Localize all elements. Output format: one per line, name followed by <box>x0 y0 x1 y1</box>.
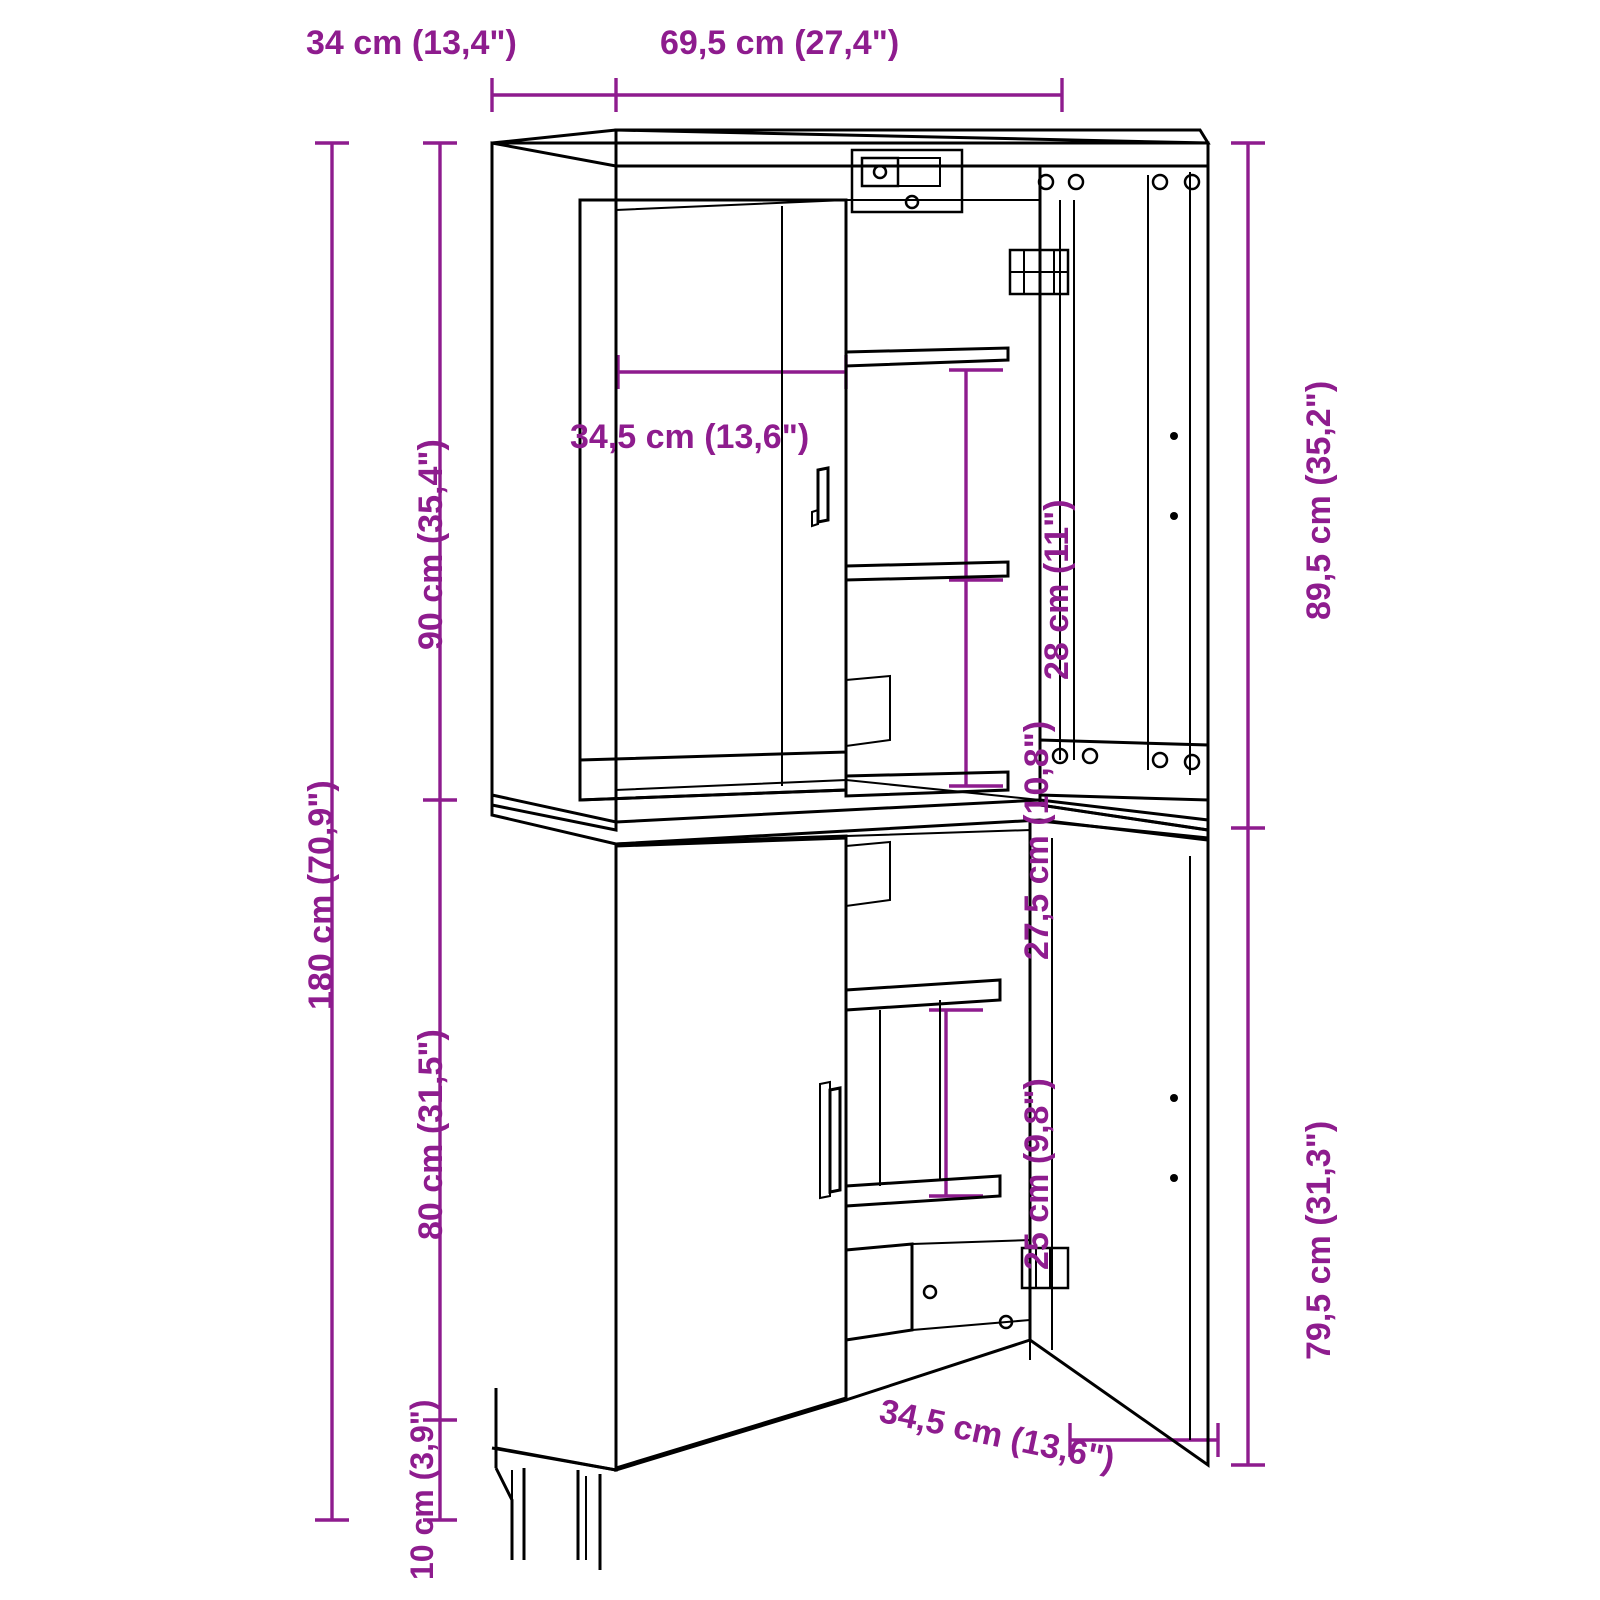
label-width-top: 69,5 cm (27,4") <box>660 24 900 62</box>
label-shelf-width: 34,5 cm (13,6") <box>570 418 810 456</box>
legs <box>496 1388 616 1570</box>
label-compartment-28: 28 cm (11") <box>1038 499 1076 680</box>
label-depth-top: 34 cm (13,4") <box>306 24 517 62</box>
label-compartment-275: 27,5 cm (10,8") <box>1018 720 1056 960</box>
label-compartment-25: 25 cm (9,8") <box>1018 1078 1056 1270</box>
label-leg-height: 10 cm (3,9") <box>404 1399 440 1580</box>
dimension-lines <box>315 78 1265 1520</box>
label-total-height: 180 cm (70,9") <box>302 780 340 1010</box>
label-door-lower: 79,5 cm (31,3") <box>1300 1120 1338 1360</box>
cabinet-outline <box>492 130 1208 1570</box>
hinge-top <box>852 150 962 212</box>
label-bottom-depth: 34,5 cm (13,6") <box>876 1392 1118 1479</box>
label-upper-height: 90 cm (35,4") <box>412 439 450 650</box>
label-lower-height: 80 cm (31,5") <box>412 1029 450 1240</box>
label-door-upper: 89,5 cm (35,2") <box>1300 380 1338 620</box>
